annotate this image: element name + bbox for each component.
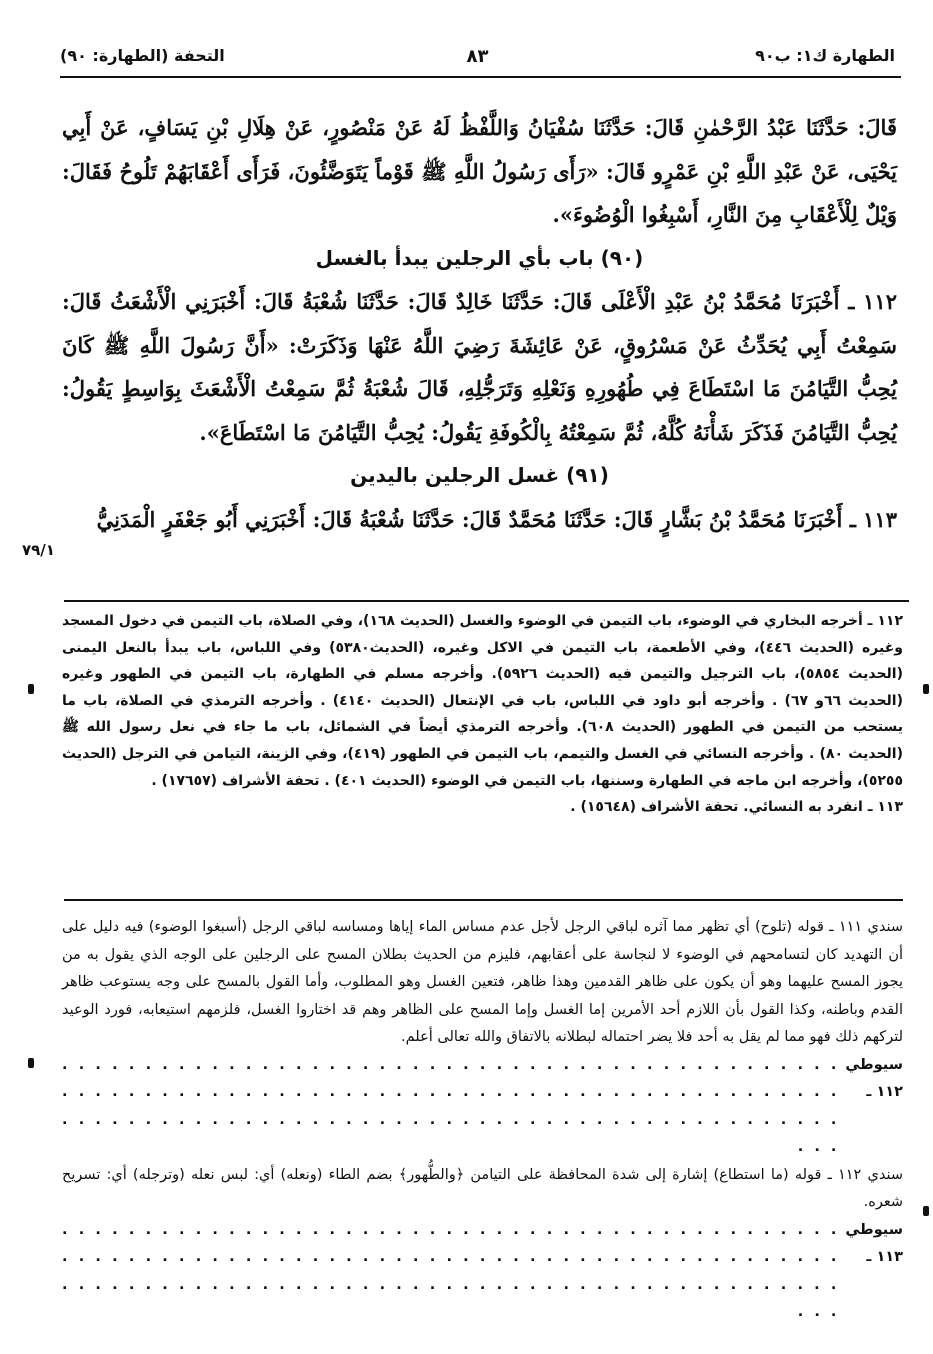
margin-mark [923,684,929,694]
siyuti-113-label: سيوطي ١١٣ ـ [845,1221,903,1265]
hadith-113: ١١٣ ـ أَخْبَرَنَا مُحَمَّدُ بْنُ بَشَّارٍ قَالَ: حَدَّثَنَا مُحَمَّدٌ قَالَ: حَدَّثَنَا شُعْبَةُ قَالَ: أَخْبَرَنِي أَبُو جَعْفَرٍ الْمَدَنِيُّ [96,506,897,532]
margin-mark [28,684,34,694]
footnote-divider [64,600,909,602]
siyuti-112-label: سيوطي ١١٢ ـ [845,1056,903,1100]
header-divider [60,76,901,78]
siyuti-113 [62,1217,903,1327]
main-text [62,106,897,541]
commentary-section [62,914,903,1327]
siyuti-113-dots: . . . . . . . . . . . . . . . . . . . . . . . . . . . . . . . . . . . . . . . . . . . . . . . . . . . . . . . . . . . . . . . . . . . . . . . . . . . . . . . . . . . . . . . . . . . . . . . . . . . . . . . . . . . . . . . . . . . . . . . . . . . . . . . . . . . . . . . . . . . . . . . . [62,1221,840,1320]
marginal-reference: ٧٩/١ [22,541,55,559]
margin-mark [923,1206,929,1216]
chapter-heading-90: (٩٠) باب بأي الرجلين يبدأ بالغسل [315,245,644,270]
hadith-112: ١١٢ ـ أَخْبَرَنَا مُحَمَّدُ بْنُ عَبْدِ الْأَعْلَى قَالَ: حَدَّثَنَا خَالِدٌ قَالَ: حَدَّثَنَا شُعْبَةُ قَالَ: أَخْبَرَنِي الْأَشْعَثُ قَالَ: سَمِعْتُ أَبِي يُحَدِّثُ عَنْ مَسْرُوقٍ، عَنْ عَائِشَةَ رَضِيَ اللَّهُ عَنْهَا وَذَكَرَتْ: «أَنَّ رَسُولَ اللَّهِ ﷺ كَانَ يُحِبُّ التَّيَامُنَ مَا اسْتَطَاعَ فِي طُهُورِهِ وَنَعْلِهِ وَتَرَجُّلِهِ، قَالَ شُعْبَةُ ثُمَّ سَمِعْتُ الْأَشْعَثَ بِوَاسِطٍ يَقُولُ: يُحِبُّ التَّيَامُنَ فَذَكَرَ شَأْنَهُ كُلَّهُ، ثُمَّ سَمِعْتُهُ بِالْكُوفَةِ يَقُولُ: يُحِبُّ التَّيَامُنَ مَا اسْتَطَاعَ». [62,289,897,445]
header-tuhfa-ref: التحفة (الطهارة: ٩٠) [60,46,225,65]
header-chapter-ref: الطهارة ك١: ب٩٠ [755,46,895,65]
sindi-112: سندي ١١٢ ـ قوله (ما استطاع) إشارة إلى شدة المحافظة على التيامن ﴿والطُّهور﴾ بضم الطاء (ونعله) أي: لبس نعله (وترجله) أي: تسريح شعره. [62,1166,903,1210]
takhrij-footnotes [62,608,903,821]
running-header [60,40,895,76]
margin-mark [28,1058,34,1068]
sindi-111: سندي ١١١ ـ قوله (تلوح) أي تظهر مما آثره لباقي الرجل لأجل عدم مساس الماء إياها ومساسه لباقي الرجل (أسبغوا الوضوء) فيه دليل على أن التهديد كان لتسامحهم في الوضوء لا لنجاسة على أعقابهم، فليزم من الحديث بطلان المسح على الرجلين على الوجه الذي يقول به من يجوز المسح عليهما وهو أن يكون على ظاهر القدمين وهذا ظاهر، فتعين الغسل وهو المطلوب، وأما القول بالمسح على وجه يستوعب ظاهر القدم وباطنه، وكذا القول بأن اللازم أحد الأمرين إما الغسل وإما المسح على الظاهر وهم قد اختاروا الغسل، فلزمهم استيعابه، فورد الوعيد لتركهم ذلك فهو مما لم يقل به أحد فلا يضر احتماله لبطلانه بالاتفاق والله تعالى أعلم. [62,919,903,1045]
siyuti-112 [62,1052,903,1162]
hadith-111-continuation: قَالَ: حَدَّثَنَا عَبْدُ الرَّحْمٰنِ قَالَ: حَدَّثَنَا سُفْيَانُ وَاللَّفْظُ لَهُ عَنْ مَنْصُورٍ، عَنْ هِلَالِ بْنِ يَسَافٍ، عَنْ أَبِي يَحْيَى، عَنْ عَبْدِ اللَّهِ بْنِ عَمْرٍو قَالَ: «رَأَى رَسُولُ اللَّهِ ﷺ قَوْماً يَتَوَضَّئُونَ، فَرَأَى أَعْقَابَهُمْ تَلُوحُ فَقَالَ: وَيْلٌ لِلْأَعْقَابِ مِنَ النَّارِ، أَسْبِغُوا الْوُضُوءَ». [62,115,897,227]
commentary-divider [64,899,903,901]
chapter-heading-91: (٩١) غسل الرجلين باليدين [350,463,609,487]
footnote-113: ١١٣ ـ انفرد به النسائي. تحفة الأشراف (١٥٦٤٨) . [570,799,903,816]
footnote-112: ١١٢ ـ أخرجه البخاري في الوضوء، باب التيمن في الوضوء والغسل (الحديث ١٦٨)، وفي الصلاة، باب التيمن في دخول المسجد وغيره (الحديث ٤٤٦)، وفي الأطعمة، باب التيمن في الاكل وغيره، (الحديث٥٣٨٠) وفي اللباس، باب يبدأ بالنعل اليمنى (الحديث ٥٨٥٤)، باب الترجيل والتيمن فيه (الحديث ٥٩٢٦). وأخرجه مسلم في الطهارة، باب التيمن في الطهور وغيره (الحديث ٦٦و ٦٧) . وأخرجه أبو داود في اللباس، باب في الإنتعال (الحديث ٤١٤٠) . وأخرجه الترمذي في الصلاة، باب ما يستحب من التيمن في الطهور (الحديث ٦٠٨). وأخرجه الترمذي أيضاً في الشمائل، باب ما جاء في نعل رسول الله ﷺ (الحديث ٨٠) . وأخرجه النسائي في الغسل والتيمم، باب التيمن في الطهور (٤١٩)، وفي الزينة، التيامن في الترجل (الحديث ٥٢٥٥)، وأخرجه ابن ماجه في الطهارة وسننها، باب التيمن في الوضوء (الحديث ٤٠١) . تحفة الأشراف (١٧٦٥٧) . [62,613,904,789]
siyuti-112-dots: . . . . . . . . . . . . . . . . . . . . . . . . . . . . . . . . . . . . . . . . . . . . . . . . . . . . . . . . . . . . . . . . . . . . . . . . . . . . . . . . . . . . . . . . . . . . . . . . . . . . . . . . . . . . . . . . . . . . . . . . . . . . . . . . . . . . . . . . . . . . . . . . [62,1056,840,1155]
page-number: ٨٣ [466,46,489,67]
